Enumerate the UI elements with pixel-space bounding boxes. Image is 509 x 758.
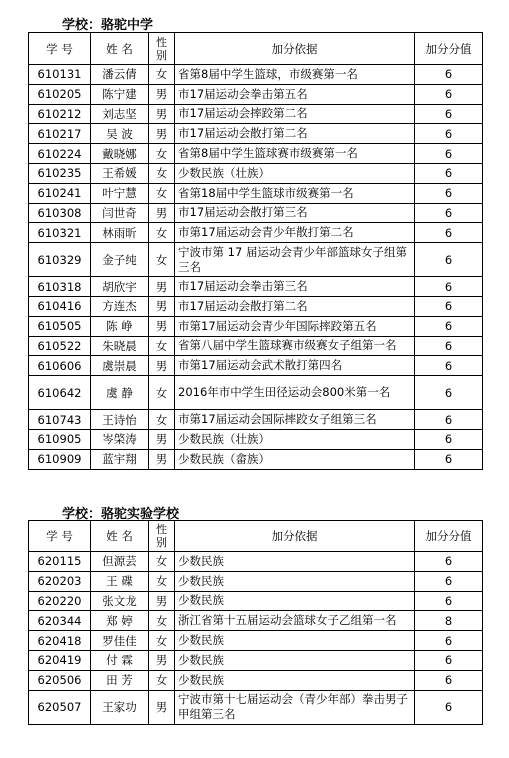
- student-id: 620220: [29, 591, 91, 611]
- school-name-1: 学校：骆驼中学: [62, 18, 154, 33]
- header-name: 姓 名: [91, 521, 149, 552]
- bonus-basis: 市第17届运动会青少年散打第二名: [175, 223, 415, 243]
- bonus-basis: 2016年市中学生田径运动会800米第一名: [175, 376, 415, 410]
- student-sex: 女: [149, 410, 175, 430]
- student-name: 金子纯: [91, 243, 149, 277]
- bonus-basis: 浙江省第十五届运动会篮球女子乙组第一名: [175, 611, 415, 631]
- student-sex: 女: [149, 163, 175, 183]
- student-name: 戴晓娜: [91, 144, 149, 164]
- bonus-score: 6: [415, 124, 483, 144]
- student-sex: 男: [149, 591, 175, 611]
- student-id: 610217: [29, 124, 91, 144]
- header-basis: 加分依据: [175, 521, 415, 552]
- student-name: 王家功: [91, 690, 149, 724]
- score-table-1: [28, 32, 483, 470]
- student-name: 胡欣宇: [91, 277, 149, 297]
- table-row: [29, 690, 483, 724]
- table-row: [29, 163, 483, 183]
- table-row: [29, 277, 483, 297]
- student-name: 罗佳佳: [91, 631, 149, 651]
- table-row: [29, 65, 483, 85]
- student-id: 610642: [29, 376, 91, 410]
- student-name: 王希媛: [91, 163, 149, 183]
- table-row: [29, 356, 483, 376]
- bonus-basis: 省第八届中学生篮球赛市级赛女子组第一名: [175, 336, 415, 356]
- bonus-score: 6: [415, 183, 483, 203]
- bonus-basis: 市17届运动会散打第三名: [175, 203, 415, 223]
- table-row: [29, 243, 483, 277]
- bonus-basis: 市第17届运动会青少年国际摔跤第五名: [175, 316, 415, 336]
- student-name: 林雨昕: [91, 223, 149, 243]
- table-row: [29, 611, 483, 631]
- table-row: [29, 376, 483, 410]
- header-sex: 性别: [149, 521, 175, 552]
- bonus-score: 6: [415, 376, 483, 410]
- student-sex: 男: [149, 104, 175, 124]
- student-name: 王诗怡: [91, 410, 149, 430]
- student-name: 叶宁慧: [91, 183, 149, 203]
- bonus-basis: 少数民族: [175, 552, 415, 572]
- student-id: 620419: [29, 650, 91, 670]
- student-name: 王 碟: [91, 571, 149, 591]
- student-sex: 女: [149, 223, 175, 243]
- student-name: 蓝宇翔: [91, 449, 149, 469]
- student-name: 朱晓晨: [91, 336, 149, 356]
- student-sex: 男: [149, 277, 175, 297]
- header-name: 姓 名: [91, 33, 149, 65]
- student-sex: 男: [149, 203, 175, 223]
- bonus-basis: 少数民族: [175, 591, 415, 611]
- bonus-basis: 少数民族（畲族）: [175, 449, 415, 469]
- student-id: 620203: [29, 571, 91, 591]
- bonus-basis: 少数民族: [175, 650, 415, 670]
- bonus-basis: 少数民族: [175, 571, 415, 591]
- bonus-basis: 市17届运动会拳击第五名: [175, 84, 415, 104]
- header-sex: 性别: [149, 33, 175, 65]
- table-row: [29, 650, 483, 670]
- student-id: 620344: [29, 611, 91, 631]
- bonus-score: 8: [415, 611, 483, 631]
- table-row: [29, 183, 483, 203]
- table-row: [29, 84, 483, 104]
- bonus-basis: 少数民族（壮族）: [175, 429, 415, 449]
- bonus-score: 6: [415, 571, 483, 591]
- student-sex: 女: [149, 571, 175, 591]
- bonus-basis: 省第18届中学生篮球市级赛第一名: [175, 183, 415, 203]
- student-name: 田 芳: [91, 670, 149, 690]
- bonus-score: 6: [415, 223, 483, 243]
- bonus-score: 6: [415, 449, 483, 469]
- student-id: 610416: [29, 296, 91, 316]
- student-name: 付 霖: [91, 650, 149, 670]
- bonus-score: 6: [415, 316, 483, 336]
- header-score: 加分分值: [415, 33, 483, 65]
- student-sex: 男: [149, 124, 175, 144]
- table-row: [29, 296, 483, 316]
- student-sex: 男: [149, 690, 175, 724]
- student-sex: 女: [149, 611, 175, 631]
- student-name: 陈宁建: [91, 84, 149, 104]
- bonus-basis: 宁波市第 17 届运动会青少年部篮球女子组第三名: [175, 243, 415, 277]
- header-basis: 加分依据: [175, 33, 415, 65]
- student-id: 610505: [29, 316, 91, 336]
- table-row: [29, 336, 483, 356]
- bonus-basis: 市17届运动会拳击第三名: [175, 277, 415, 297]
- table-row: [29, 449, 483, 469]
- header-id: 学 号: [29, 521, 91, 552]
- bonus-score: 6: [415, 429, 483, 449]
- student-name: 刘志坚: [91, 104, 149, 124]
- student-id: 610905: [29, 429, 91, 449]
- student-id: 610224: [29, 144, 91, 164]
- student-sex: 女: [149, 552, 175, 572]
- table-row: [29, 223, 483, 243]
- student-id: 610522: [29, 336, 91, 356]
- bonus-basis: 少数民族（壮族）: [175, 163, 415, 183]
- student-sex: 女: [149, 670, 175, 690]
- bonus-basis: 少数民族: [175, 631, 415, 651]
- student-sex: 男: [149, 84, 175, 104]
- header-id: 学 号: [29, 33, 91, 65]
- student-sex: 女: [149, 144, 175, 164]
- bonus-score: 6: [415, 631, 483, 651]
- bonus-score: 6: [415, 356, 483, 376]
- bonus-score: 6: [415, 650, 483, 670]
- student-name: 吴 波: [91, 124, 149, 144]
- student-id: 620507: [29, 690, 91, 724]
- student-sex: 女: [149, 183, 175, 203]
- student-id: 610321: [29, 223, 91, 243]
- student-name: 张文龙: [91, 591, 149, 611]
- student-id: 610235: [29, 163, 91, 183]
- bonus-score: 6: [415, 243, 483, 277]
- table-row: [29, 429, 483, 449]
- student-sex: 女: [149, 243, 175, 277]
- bonus-score: 6: [415, 84, 483, 104]
- bonus-score: 6: [415, 144, 483, 164]
- bonus-score: 6: [415, 277, 483, 297]
- bonus-basis: 市17届运动会摔跤第二名: [175, 104, 415, 124]
- bonus-basis: 省第8届中学生篮球赛市级赛第一名: [175, 144, 415, 164]
- bonus-basis: 省第8届中学生篮球，市级赛第一名: [175, 65, 415, 85]
- table-row: [29, 670, 483, 690]
- student-name: 虞 静: [91, 376, 149, 410]
- student-name: 潘云倩: [91, 65, 149, 85]
- bonus-basis: 市17届运动会散打第二名: [175, 124, 415, 144]
- bonus-score: 6: [415, 65, 483, 85]
- student-id: 610308: [29, 203, 91, 223]
- bonus-score: 6: [415, 296, 483, 316]
- bonus-score: 6: [415, 336, 483, 356]
- student-id: 610212: [29, 104, 91, 124]
- bonus-score: 6: [415, 690, 483, 724]
- student-name: 陈 峥: [91, 316, 149, 336]
- table-row: [29, 591, 483, 611]
- student-id: 610205: [29, 84, 91, 104]
- bonus-score: 6: [415, 163, 483, 183]
- student-name: 岑棨涛: [91, 429, 149, 449]
- student-sex: 男: [149, 650, 175, 670]
- student-id: 610743: [29, 410, 91, 430]
- student-sex: 女: [149, 65, 175, 85]
- student-sex: 女: [149, 376, 175, 410]
- student-sex: 男: [149, 296, 175, 316]
- school-name-2: 学校：骆驼实验学校: [62, 507, 180, 522]
- bonus-score: 6: [415, 670, 483, 690]
- student-id: 610131: [29, 65, 91, 85]
- student-id: 610318: [29, 277, 91, 297]
- student-sex: 女: [149, 631, 175, 651]
- student-id: 620115: [29, 552, 91, 572]
- bonus-basis: 宁波市第十七届运动会（青少年部）拳击男子甲组第三名: [175, 690, 415, 724]
- score-table-2: [28, 520, 483, 725]
- student-sex: 男: [149, 449, 175, 469]
- student-name: 郑 婷: [91, 611, 149, 631]
- table-row: [29, 124, 483, 144]
- table-row: [29, 144, 483, 164]
- student-id: 610329: [29, 243, 91, 277]
- table-row: [29, 316, 483, 336]
- student-name: 但源芸: [91, 552, 149, 572]
- bonus-score: 6: [415, 591, 483, 611]
- header-score: 加分分值: [415, 521, 483, 552]
- student-name: 虞崇晨: [91, 356, 149, 376]
- student-sex: 女: [149, 336, 175, 356]
- bonus-score: 6: [415, 552, 483, 572]
- student-name: 方连杰: [91, 296, 149, 316]
- table-row: [29, 410, 483, 430]
- student-sex: 男: [149, 316, 175, 336]
- bonus-basis: 市第17届运动会武术散打第四名: [175, 356, 415, 376]
- student-sex: 男: [149, 356, 175, 376]
- bonus-basis: 少数民族: [175, 670, 415, 690]
- bonus-score: 6: [415, 203, 483, 223]
- bonus-score: 6: [415, 104, 483, 124]
- table-row: [29, 571, 483, 591]
- student-id: 620506: [29, 670, 91, 690]
- student-id: 610606: [29, 356, 91, 376]
- table-row: [29, 104, 483, 124]
- student-id: 610241: [29, 183, 91, 203]
- bonus-basis: 市17届运动会散打第二名: [175, 296, 415, 316]
- table-row: [29, 552, 483, 572]
- bonus-score: 6: [415, 410, 483, 430]
- student-id: 610909: [29, 449, 91, 469]
- bonus-basis: 市第17届运动会国际摔跤女子组第三名: [175, 410, 415, 430]
- table-row: [29, 203, 483, 223]
- table-row: [29, 631, 483, 651]
- student-name: 闫世奇: [91, 203, 149, 223]
- student-sex: 男: [149, 429, 175, 449]
- student-id: 620418: [29, 631, 91, 651]
